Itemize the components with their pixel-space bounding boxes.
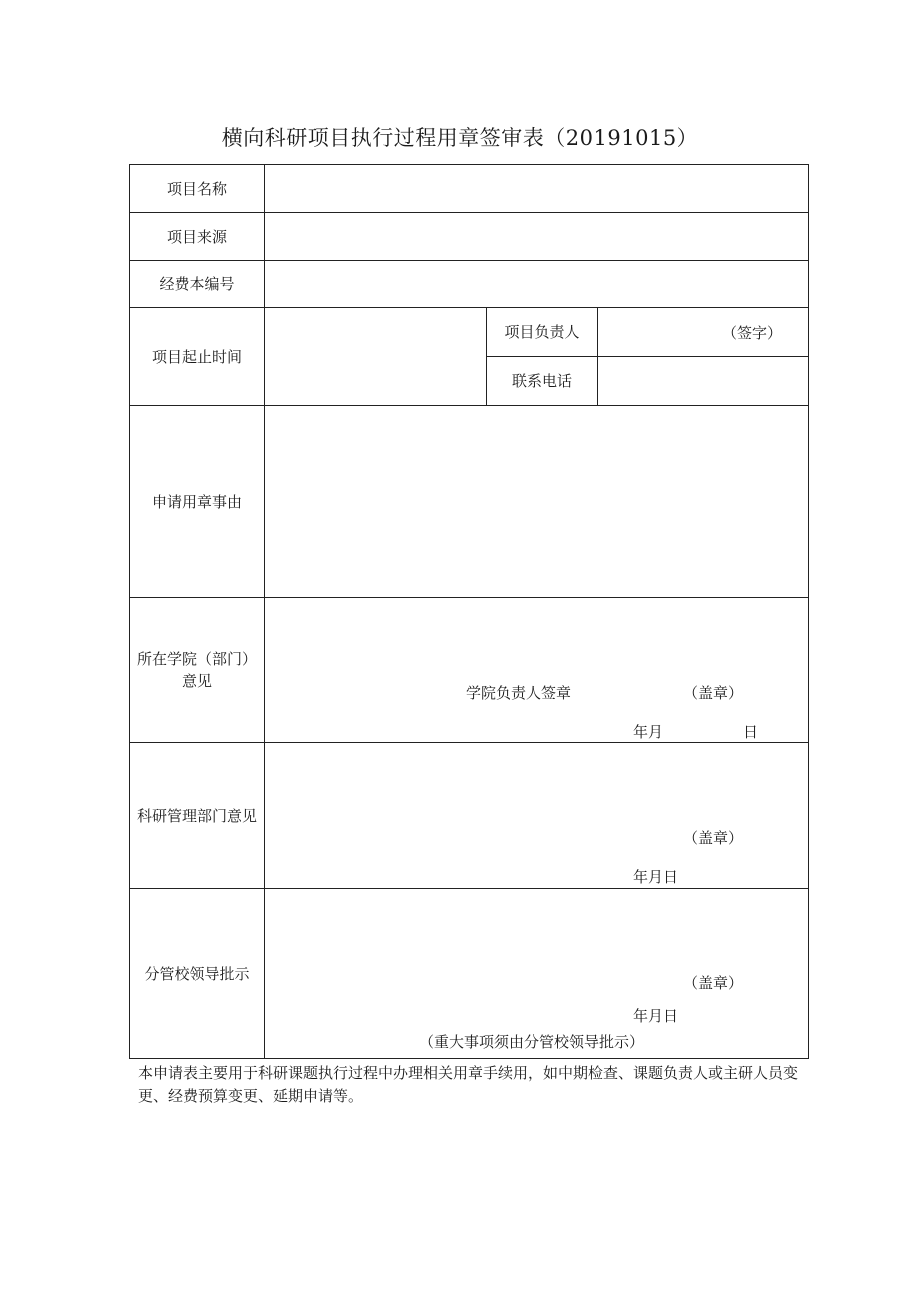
seal-reason-label: 申请用章事由 (130, 406, 265, 598)
contact-phone-label: 联系电话 (487, 357, 598, 406)
research-dept-seal-label: （盖章） (683, 829, 744, 847)
contact-phone-field[interactable] (598, 357, 809, 406)
leader-approval-note: （重大事项须由分管校领导批示） (419, 1033, 645, 1051)
project-leader-field[interactable] (598, 308, 809, 357)
row-college-opinion (130, 598, 809, 743)
row-research-dept-opinion (130, 743, 809, 889)
leader-seal-label: （盖章） (683, 974, 744, 992)
footer-note: 本申请表主要用于科研课题执行过程中办理相关用章手续用，如中期检查、课题负责人或主研人员变更、经费预算变更、延期申请等。 (138, 1064, 799, 1105)
project-name-field[interactable] (265, 165, 809, 213)
leader-approval-label: 分管校领导批示 (130, 889, 265, 1059)
college-date-label: 年月 (633, 723, 664, 741)
project-leader-label: 项目负责人 (487, 308, 598, 357)
signature-hint: （签字） (722, 324, 783, 342)
college-signer-label: 学院负责人签章 (466, 684, 572, 702)
project-period-field[interactable] (265, 308, 487, 406)
project-source-label: 项目来源 (130, 213, 265, 261)
college-opinion-label: 所在学院（部门）意见 (130, 598, 265, 743)
leader-date-label: 年月日 (633, 1007, 679, 1025)
row-project-period (130, 308, 809, 357)
leader-approval-field[interactable] (265, 889, 809, 1059)
college-seal-label: （盖章） (683, 684, 744, 702)
project-source-field[interactable] (265, 213, 809, 261)
row-project-source (130, 213, 809, 261)
research-dept-date-label: 年月日 (633, 868, 679, 886)
approval-form-table (129, 164, 809, 1059)
research-dept-field[interactable] (265, 743, 809, 889)
row-budget-number (130, 261, 809, 308)
project-period-label: 项目起止时间 (130, 308, 265, 406)
row-seal-reason (130, 406, 809, 598)
project-name-label: 项目名称 (130, 165, 265, 213)
budget-number-field[interactable] (265, 261, 809, 308)
research-dept-label: 科研管理部门意见 (130, 743, 265, 889)
row-leader-approval (130, 889, 809, 1059)
college-opinion-field[interactable] (265, 598, 809, 743)
college-date-day-label: 日 (743, 723, 759, 741)
row-project-name (130, 165, 809, 213)
seal-reason-field[interactable] (265, 406, 809, 598)
budget-number-label: 经费本编号 (130, 261, 265, 308)
form-title: 横向科研项目执行过程用章签审表（20191015） (221, 126, 699, 150)
